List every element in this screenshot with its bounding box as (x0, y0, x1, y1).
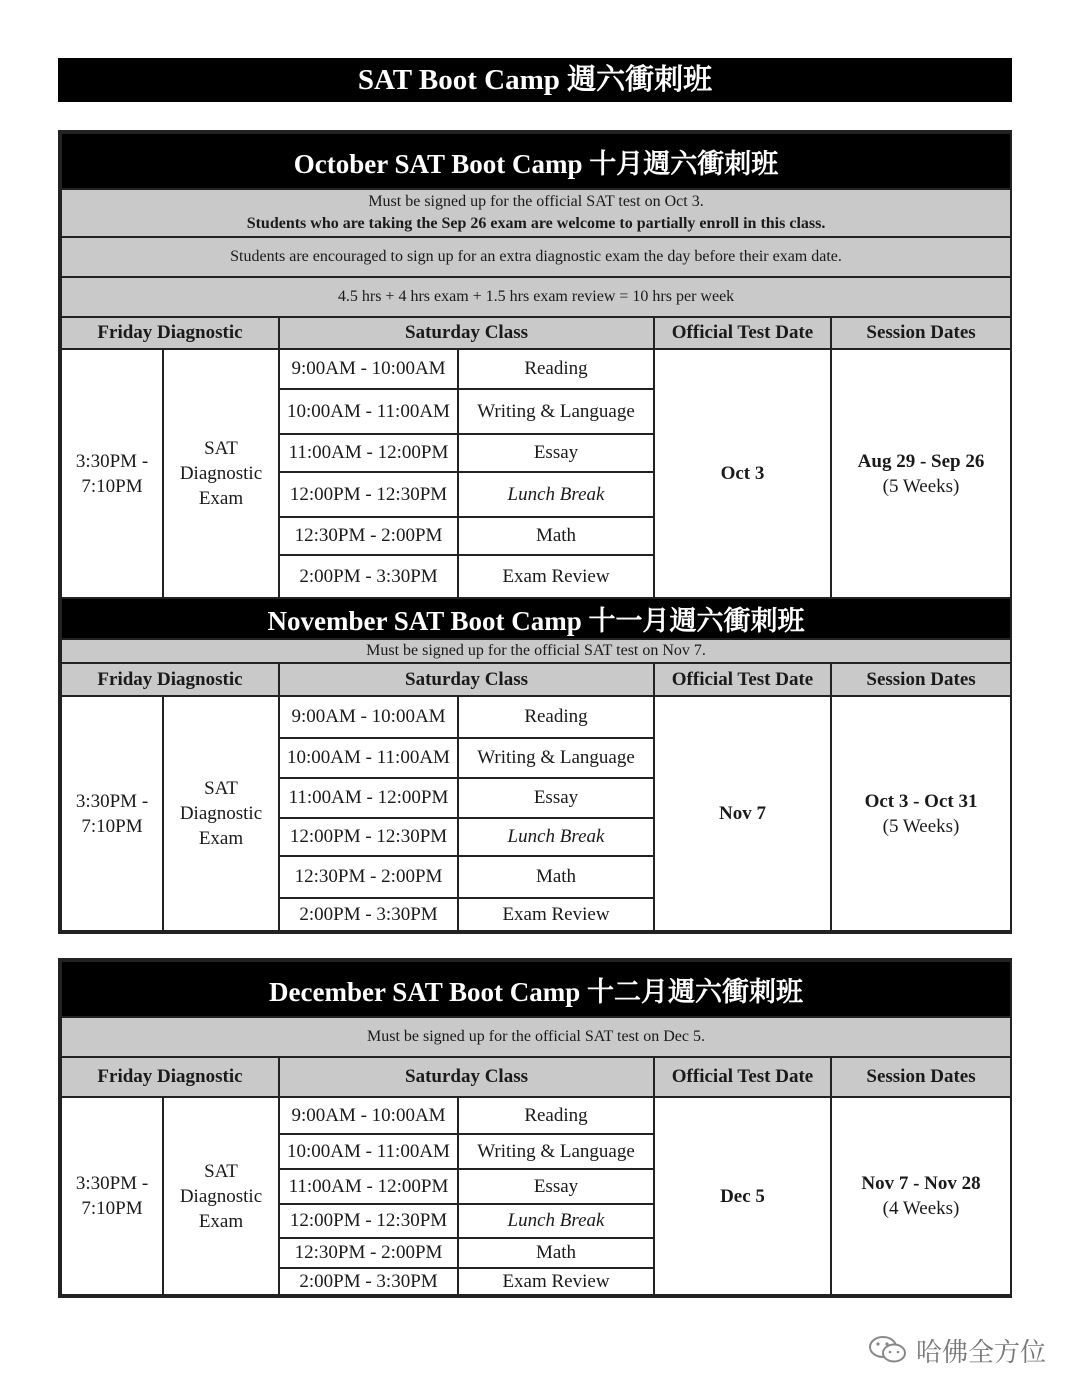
class-subject: Math (458, 1238, 654, 1268)
class-time: 12:00PM - 12:30PM (279, 1204, 458, 1238)
december-camp (58, 958, 1012, 1298)
class-time: 2:00PM - 3:30PM (279, 1268, 458, 1295)
col-header-session: Session Dates (831, 1057, 1011, 1097)
class-subject: Writing & Language (458, 1134, 654, 1169)
friday-exam: SAT Diagnostic Exam (163, 696, 279, 931)
class-time: 11:00AM - 12:00PM (279, 778, 458, 818)
class-subject: Lunch Break (458, 472, 654, 517)
october-title: October SAT Boot Camp 十月週六衝刺班 (61, 133, 1011, 189)
col-header-test-date: Official Test Date (654, 317, 831, 349)
october-november-table (60, 132, 1012, 932)
class-subject: Lunch Break (458, 1204, 654, 1238)
friday-time: 3:30PM - 7:10PM (61, 696, 163, 931)
class-subject: Writing & Language (458, 738, 654, 778)
class-time: 2:00PM - 3:30PM (279, 555, 458, 598)
class-time: 12:30PM - 2:00PM (279, 1238, 458, 1268)
october-november-camp (58, 130, 1012, 934)
session-dates: Nov 7 - Nov 28 (4 Weeks) (831, 1097, 1011, 1295)
october-note-signup: Must be signed up for the official SAT test on Oct 3. Students who are taking the Sep 26 exam are welcome to partially enroll in this class. (61, 189, 1011, 237)
class-subject: Exam Review (458, 555, 654, 598)
class-subject: Reading (458, 1097, 654, 1134)
session-dates: Oct 3 - Oct 31 (5 Weeks) (831, 696, 1011, 931)
class-time: 9:00AM - 10:00AM (279, 349, 458, 389)
december-title: December SAT Boot Camp 十二月週六衝刺班 (61, 961, 1011, 1017)
class-subject: Math (458, 517, 654, 555)
october-note-hours: 4.5 hrs + 4 hrs exam + 1.5 hrs exam review = 10 hrs per week (61, 277, 1011, 317)
class-time: 12:30PM - 2:00PM (279, 856, 458, 898)
class-subject: Essay (458, 1169, 654, 1204)
col-header-session: Session Dates (831, 663, 1011, 696)
col-header-friday: Friday Diagnostic (61, 317, 279, 349)
class-time: 2:00PM - 3:30PM (279, 898, 458, 931)
col-header-friday: Friday Diagnostic (61, 1057, 279, 1097)
class-time: 12:00PM - 12:30PM (279, 818, 458, 856)
class-time: 10:00AM - 11:00AM (279, 1134, 458, 1169)
november-note-signup: Must be signed up for the official SAT test on Nov 7. (61, 639, 1011, 663)
friday-exam: SAT Diagnostic Exam (163, 349, 279, 598)
col-header-friday: Friday Diagnostic (61, 663, 279, 696)
official-test-date: Dec 5 (654, 1097, 831, 1295)
friday-time: 3:30PM - 7:10PM (61, 1097, 163, 1295)
november-title: November SAT Boot Camp 十一月週六衝刺班 (61, 598, 1011, 639)
class-time: 11:00AM - 12:00PM (279, 1169, 458, 1204)
watermark (868, 1330, 1046, 1370)
class-subject: Writing & Language (458, 389, 654, 434)
official-test-date: Nov 7 (654, 696, 831, 931)
col-header-saturday: Saturday Class (279, 317, 654, 349)
class-time: 9:00AM - 10:00AM (279, 1097, 458, 1134)
class-subject: Essay (458, 778, 654, 818)
page-title: SAT Boot Camp 週六衝刺班 (58, 58, 1012, 102)
class-time: 11:00AM - 12:00PM (279, 434, 458, 472)
class-subject: Reading (458, 349, 654, 389)
class-time: 9:00AM - 10:00AM (279, 696, 458, 738)
class-time: 10:00AM - 11:00AM (279, 389, 458, 434)
col-header-saturday: Saturday Class (279, 663, 654, 696)
december-note-signup: Must be signed up for the official SAT test on Dec 5. (61, 1017, 1011, 1057)
official-test-date: Oct 3 (654, 349, 831, 598)
col-header-session: Session Dates (831, 317, 1011, 349)
class-subject: Lunch Break (458, 818, 654, 856)
session-dates: Aug 29 - Sep 26 (5 Weeks) (831, 349, 1011, 598)
class-subject: Essay (458, 434, 654, 472)
col-header-saturday: Saturday Class (279, 1057, 654, 1097)
friday-time: 3:30PM - 7:10PM (61, 349, 163, 598)
class-subject: Math (458, 856, 654, 898)
december-table (60, 960, 1012, 1296)
col-header-test-date: Official Test Date (654, 663, 831, 696)
friday-exam: SAT Diagnostic Exam (163, 1097, 279, 1295)
class-time: 12:30PM - 2:00PM (279, 517, 458, 555)
class-time: 10:00AM - 11:00AM (279, 738, 458, 778)
watermark-text: 哈佛全方位 (915, 1337, 1046, 1368)
col-header-test-date: Official Test Date (654, 1057, 831, 1097)
class-subject: Reading (458, 696, 654, 738)
class-subject: Exam Review (458, 1268, 654, 1295)
class-time: 12:00PM - 12:30PM (279, 472, 458, 517)
wechat-icon (868, 1334, 908, 1366)
october-note-diagnostic: Students are encouraged to sign up for an extra diagnostic exam the day before their exam date. (61, 237, 1011, 277)
class-subject: Exam Review (458, 898, 654, 931)
